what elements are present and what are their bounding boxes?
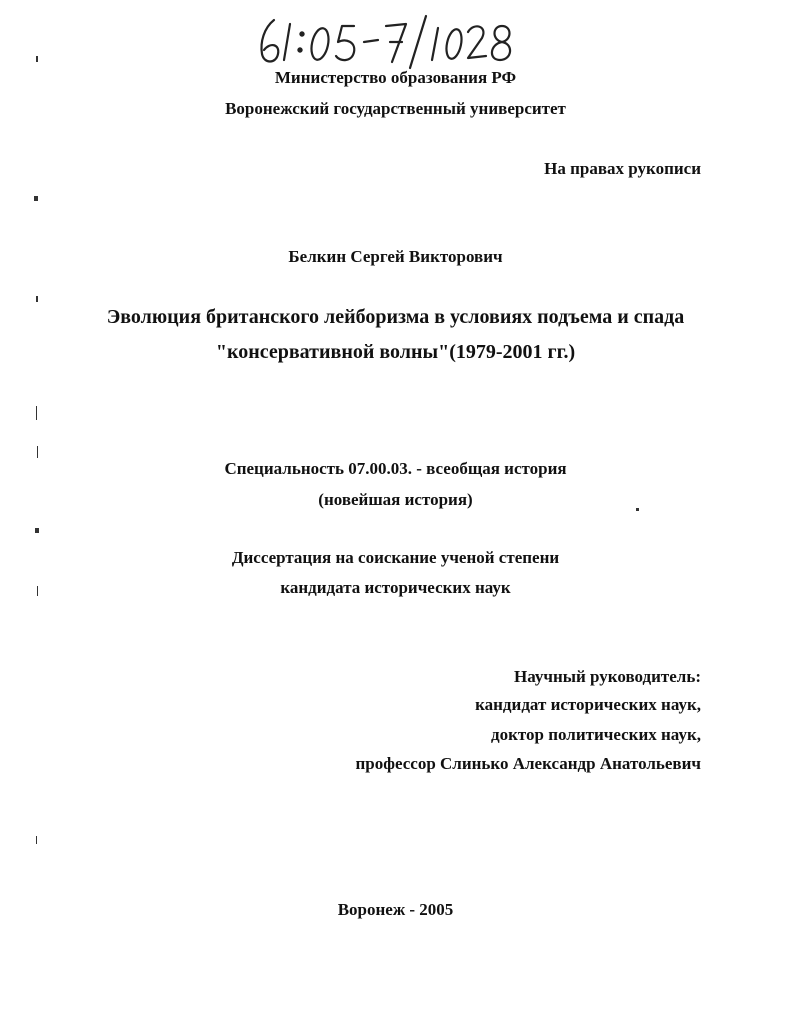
scan-speck xyxy=(636,508,639,511)
supervisor-heading: Научный руководитель: xyxy=(514,667,701,686)
supervisor-degree-1: кандидат исторических наук, xyxy=(475,695,701,714)
author-name: Белкин Сергей Викторович xyxy=(288,247,503,266)
city-and-year: Воронеж - 2005 xyxy=(337,900,454,919)
degree-sought-line-2: кандидата исторических наук xyxy=(280,578,511,597)
scan-speck xyxy=(36,56,38,62)
ministry-name: Министерство образования РФ xyxy=(274,68,517,87)
scan-speck xyxy=(34,196,38,201)
scan-speck xyxy=(35,528,39,533)
scan-speck xyxy=(36,296,38,302)
specialty-line-2: (новейшая история) xyxy=(318,490,473,509)
scan-speck xyxy=(36,406,37,420)
scan-speck xyxy=(37,446,38,458)
degree-sought-line-1: Диссертация на соискание ученой степени xyxy=(231,548,560,567)
supervisor-name: профессор Слинько Александр Анатольевич xyxy=(355,754,701,773)
specialty-line-1: Специальность 07.00.03. - всеобщая история xyxy=(224,459,567,478)
handwritten-archive-number xyxy=(250,10,530,72)
supervisor-degree-2: доктор политических наук, xyxy=(491,725,701,744)
dissertation-title-line-1: Эволюция британского лейборизма в условиях подъема и спада xyxy=(106,306,685,328)
scan-speck xyxy=(36,836,37,844)
scan-speck xyxy=(37,586,38,596)
manuscript-rights-note: На правах рукописи xyxy=(544,159,701,178)
university-name: Воронежский государственный университет xyxy=(225,99,566,118)
dissertation-title-line-2: "консервативной волны"(1979-2001 гг.) xyxy=(215,341,576,363)
